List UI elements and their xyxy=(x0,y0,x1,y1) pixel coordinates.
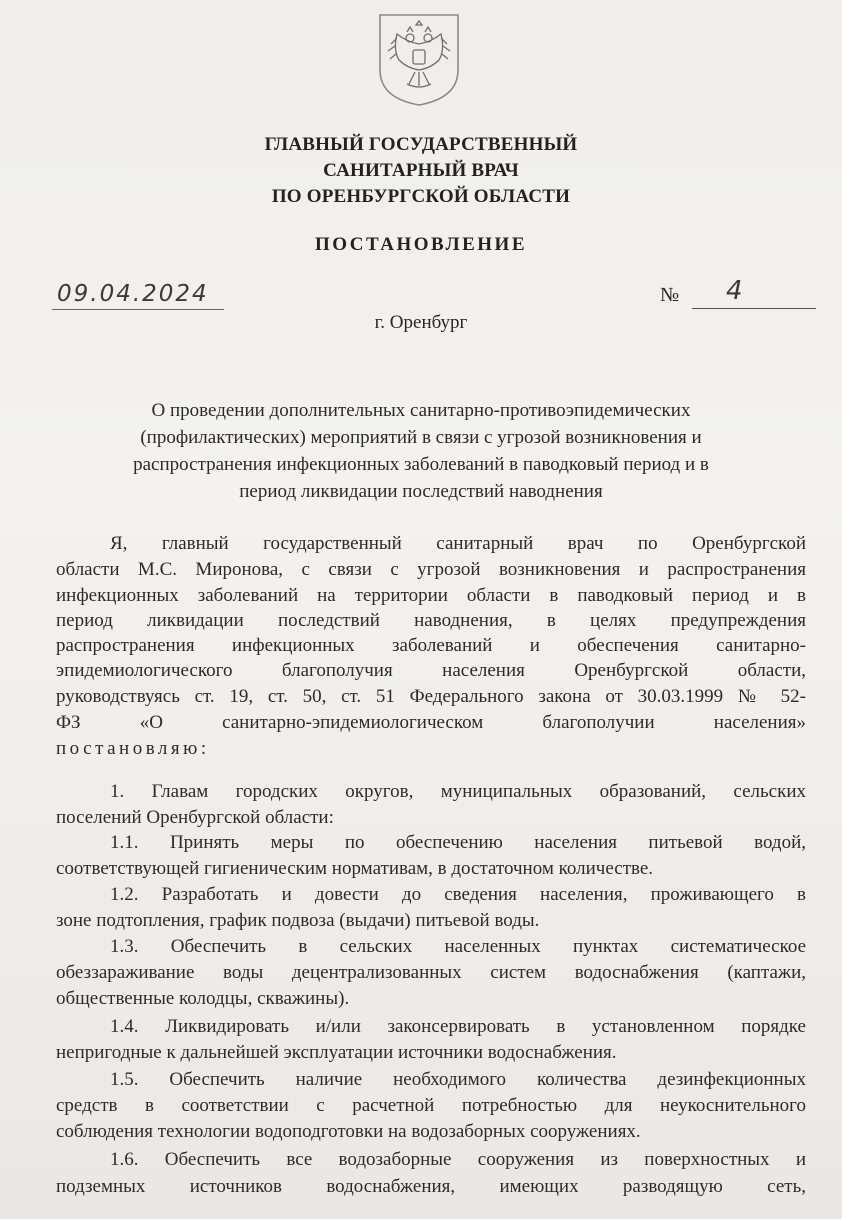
subject-line: распространения инфекционных заболеваний в паводковый период и в xyxy=(133,454,709,475)
org-name-line-3: ПО ОРЕНБУРГСКОЙ ОБЛАСТИ xyxy=(271,186,571,207)
item-line: средств в соответствии с расчетной потребностью для неукоснительного xyxy=(56,1095,806,1116)
item-line: обеззараживание воды децентрализованных систем водоснабжения (каптажи, xyxy=(56,962,806,983)
item-line: общественные колодцы, скважины). xyxy=(56,988,350,1009)
item-line: зоне подтопления, график подвоза (выдачи) питьевой воды. xyxy=(56,910,540,931)
date-underline xyxy=(52,309,224,310)
preamble-resolve-word: постановляю: xyxy=(56,738,210,759)
subject-line: О проведении дополнительных санитарно-противоэпидемических xyxy=(151,400,691,421)
item-line: соблюдения технологии водоподготовки на водозаборных сооружениях. xyxy=(56,1121,641,1142)
item-line: 1.4. Ликвидировать и/или законсервировать в установленном порядке xyxy=(110,1016,806,1037)
item-line: 1.2. Разработать и довести до сведения населения, проживающего в xyxy=(110,884,806,905)
org-name-line-2: САНИТАРНЫЙ ВРАЧ xyxy=(323,160,519,181)
city: г. Оренбург xyxy=(374,312,468,333)
document-date: 09.04.2024 xyxy=(57,281,209,307)
preamble-line: распространения инфекционных заболеваний и обеспечения санитарно- xyxy=(56,635,806,656)
subject-line: (профилактических) мероприятий в связи с угрозой возникновения и xyxy=(140,427,702,448)
preamble-line: инфекционных заболеваний на территории области в паводковый период и в xyxy=(56,585,806,606)
item-line: 1.5. Обеспечить наличие необходимого количества дезинфекционных xyxy=(110,1069,806,1090)
number-underline xyxy=(692,308,816,309)
item-line: 1.6. Обеспечить все водозаборные сооружения из поверхностных и xyxy=(110,1149,806,1170)
number-label: № xyxy=(660,284,680,306)
item-line: 1. Главам городских округов, муниципальных образований, сельских xyxy=(110,781,806,802)
preamble-line: Я, главный государственный санитарный врач по Оренбургской xyxy=(110,533,806,554)
document-number: 4 xyxy=(726,276,743,306)
org-name-line-1: ГЛАВНЫЙ ГОСУДАРСТВЕННЫЙ xyxy=(264,134,578,155)
item-line: 1.1. Принять меры по обеспечению населения питьевой водой, xyxy=(110,832,806,853)
preamble-line: эпидемиологического благополучия населения Оренбургской области, xyxy=(56,660,806,681)
item-line: 1.3. Обеспечить в сельских населенных пунктах систематическое xyxy=(110,936,806,957)
item-line: соответствующей гигиеническим нормативам, в достаточном количестве. xyxy=(56,858,654,879)
item-line: поселений Оренбургской области: xyxy=(56,807,334,828)
preamble-line: области М.С. Миронова, с связи с угрозой возникновения и распространения xyxy=(56,559,806,580)
preamble-line: руководствуясь ст. 19, ст. 50, ст. 51 Федерального закона от 30.03.1999 № 52- xyxy=(56,686,806,707)
preamble-line: период ликвидации последствий наводнения, в целях предупреждения xyxy=(56,610,806,631)
item-line: подземных источников водоснабжения, имеющих разводящую сеть, xyxy=(56,1176,806,1197)
subject-line: период ликвидации последствий наводнения xyxy=(239,481,603,502)
item-line: непригодные к дальнейшей эксплуатации источники водоснабжения. xyxy=(56,1042,617,1063)
preamble-line: ФЗ «О санитарно-эпидемиологическом благополучии населения» xyxy=(56,712,806,733)
coat-of-arms-icon xyxy=(377,12,461,108)
document-type-title: ПОСТАНОВЛЕНИЕ xyxy=(314,234,528,255)
